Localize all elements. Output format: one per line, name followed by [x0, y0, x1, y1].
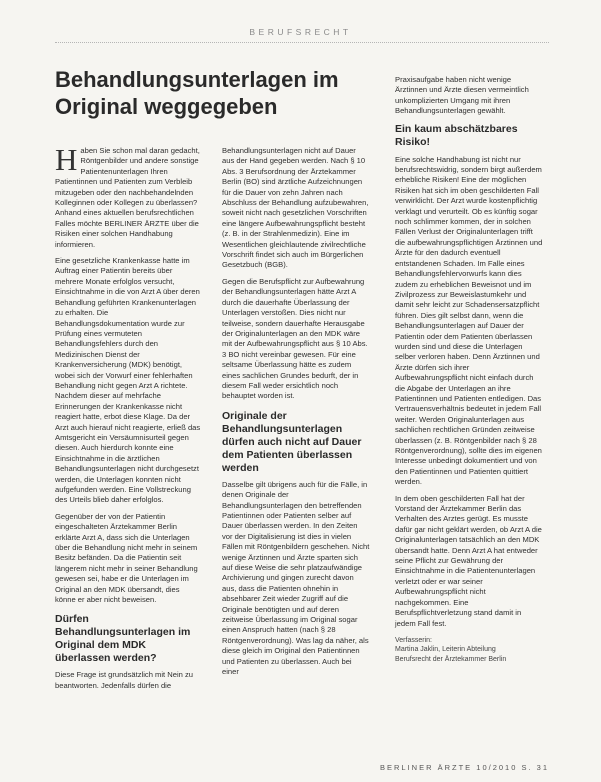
body-paragraph: Eine solche Handhabung ist nicht nur berufsrechtswidrig, sondern birgt außerdem erhebliche Risiken! Eine der möglichen Risiken hat sich im oben geschilderten Fall verwirklicht. Der Arzt wurde kostenpflichtig verklagt und verurteilt. Ob es künftig sogar noch schlimmer kommen, der in solchen Fällen Verlust der Originalunterlagen trifft die aufbewahrungspflichtigen Ärztinnen und Ärzte für den dadurch eventuell entstandenen Schaden. Im Falle eines Behandlungsfehlervorwurfs kann dies zudem zu erheblichen Beweisnot und im Zivilprozess zur Beweislastumkehr und damit sehr leicht zur Schadensersatzpflicht führen. Dies gilt selbst dann, wenn die Behandlungsunterlagen auf Dauer der Patientin oder dem Patienten überlassen wurden sind und diese die Unterlagen selber verloren haben. Denn Ärztinnen und Ärzte dürfen sich ihrer Aufbewahrungspflicht nicht einfach durch die Abgabe der Unterlagen an ihre Patientinnen und Patienten entledigen. Das Vertrauensverhältnis bedeutet in jedem Fall weiter. Werden Originalunterlagen aus sachlichen rechtlichen Gründen zeitweise überlassen (z. B. Röntgenbilder nach § 28 Röntgenverordnung), sollte dies im eigenen Interesse unbedingt dokumentiert und von den Patientinnen und Patienten quittiert werden.: [395, 154, 543, 487]
page-footer: [380, 763, 549, 772]
footer-publication: BERLINER ÄRZTE: [380, 763, 473, 772]
subheading: Ein kaum abschätzbares Risiko!: [395, 122, 518, 148]
column-3: [395, 75, 543, 664]
column-2: [222, 146, 370, 683]
body-paragraph: Diese Frage ist grundsätzlich mit Nein zu beantworten. Jedenfalls dürfen die: [55, 670, 194, 690]
body-paragraph: Eine gesetzliche Krankenkasse hatte im Auftrag einer Patientin bereits über mehrere Monate erfolglos versucht, Einsichtnahme in die von Arzt A über deren Behandlung geführten Krankenunterlagen zu erhalten. Die Behandlungsdokumentation wurde zur Prüfung eines vermuteten Behandlungsfehlers durch den Medizinischen Dienst der Krankenversicherung (MDK) benötigt, wobei sich der Vorwurf einer fehlerhaften Behandlung nicht gegen Arzt A richtete. Nachdem dieser auf mehrfache Erinnerungen der Krankenkasse nicht reagiert hatte, erbot diese Klage. Da der Arzt auch hierauf nicht reagierte, erließ das Amtsgericht ein Versäumnisurteil gegen diesen. Auch hierdurch konnte eine Einsichtnahme in die ärztlichen Behandlungsunterlagen nicht durchgesetzt werden, die Unterlagen konnten nicht aufgefunden werden. Eine Vollstreckung des Urteils blieb daher erfolglos.: [55, 256, 201, 505]
article-title: [55, 66, 355, 120]
column-1: [55, 142, 201, 697]
drop-cap: H: [55, 142, 78, 177]
intro-paragraph: [55, 142, 201, 250]
author-credit: [395, 636, 543, 665]
subheading: Originale der Behandlungsunterlagen dürfen auch nicht auf Dauer dem Patienten überlassen werden: [222, 409, 362, 474]
body-paragraph: Gegenüber der von der Patientin eingeschalteten Ärztekammer Berlin erklärte Arzt A, dass sich die Unterlagen über die Behandlung nicht mehr in seinem Besitz befänden. Da die Patientin seit längerem nicht mehr in seiner Behandlung gewesen sei, habe er die Unterlagen im Original an den MDK übersandt, dies könne er aber nicht beweisen.: [55, 511, 198, 605]
footer-issue: 10/2010 S. 31: [476, 763, 549, 772]
author-role: Berufsrecht der Ärztekammer Berlin: [395, 655, 507, 663]
body-paragraph: In dem oben geschilderten Fall hat der Vorstand der Ärztekammer Berlin das Verhalten des Arztes gerügt. Es musste dafür gar nicht geklärt werden, ob Arzt A die Originalunterlagen tatsächlich an den MDK übersandt hatte. Denn Arzt A hat entweder seine Pflicht zur Gewährung der Einsichtnahme in die Patientenunterlagen verletzt oder er war seiner Aufbewahrungspflicht nicht nachgekommen. Eine Berufspflichtverletzung stand damit in jedem Fall fest.: [395, 493, 542, 628]
intro-text: aben Sie schon mal daran gedacht, Röntgenbilder und andere sonstige Patientenunterlagen Ihren Patientinnen und Patienten zum Verbleib mitzugeben oder den nachbehandelnden Kolleginnen oder Kollegen zu überlassen? Anhand eines aktuellen berufsrechtlichen Falles möchte BERLINER ÄRZTE über die Risiken einer solchen Handhabung informieren.: [55, 146, 200, 249]
body-paragraph: Dasselbe gilt übrigens auch für die Fälle, in denen Originale der Behandlungsunterlagen den betreffenden Patientinnen oder Patienten selber auf Dauer überlassen werden. In den Zeiten vor der Digitalisierung ist dies in vielen Fällen mit Röntgenbildern geschehen. Nicht wenige Ärztinnen und Ärzte sparten sich auf diese Weise die sehr platzaufwändige Archivierung und gingen zurecht davon aus, dass die Patienten ohnehin in absehbarer Zeit wieder Zugriff auf die Originale benötigten und auf deren zeitweise Überlassung im Original sogar einen Anspruch hatten (nach § 28 Röntgenverordnung). Was lag da näher, als diese gleich im Original den Patientinnen und Patienten zu überlassen. Auch bei einer: [222, 479, 370, 677]
subheading: Dürfen Behandlungsunterlagen im Original dem MDK überlassen werden?: [55, 613, 191, 665]
section-kicker: BERUFSRECHT: [249, 27, 352, 37]
author-name: Martina Jaklin, Leiterin Abteilung: [395, 646, 496, 654]
author-label: Verfasserin:: [395, 636, 432, 644]
body-paragraph: Praxisaufgabe haben nicht wenige Ärztinnen und Ärzte diesen vermeintlich unkomplizierten Umgang mit ihren Behandlungsunterlagen gewählt.: [395, 75, 529, 116]
body-paragraph: Gegen die Berufspflicht zur Aufbewahrung der Behandlungsunterlagen hätte Arzt A durch die dauerhafte Überlassung der Unterlagen verstoßen. Dies nicht nur teilweise, sondern dauerhafte Herausgabe der Originalunterlagen an den MDK wäre mit der Aufbewahrungspflicht aus § 10 Abs. 3 BO nicht vereinbar gewesen. Für eine seltsame Überlassung hätte es zudem eines sachlichen Grundes bedurft, der in diesem Fall weder ersichtlich noch behauptet worden ist.: [222, 276, 368, 401]
title-line-1: Behandlungsunterlagen im: [55, 67, 339, 92]
body-paragraph: Behandlungsunterlagen nicht auf Dauer aus der Hand gegeben werden. Nach § 10 Abs. 3 Berufsordnung der Ärztekammer Berlin (BO) sind ärztliche Aufzeichnungen für die Dauer von zehn Jahren nach Abschluss der Behandlung aufzubewahren, soweit nicht nach gesetzlichen Vorschriften eine längere Aufbewahrungspflicht besteht (z. B. in der Strahlenmedizin). Eine im Wesentlichen gleichlautende zivilrechtliche Vorschrift findet sich auch im Bürgerlichen Gesetzbuch (BGB).: [222, 146, 369, 270]
title-line-2: Original weggegeben: [55, 94, 278, 119]
header-divider: [55, 42, 549, 43]
